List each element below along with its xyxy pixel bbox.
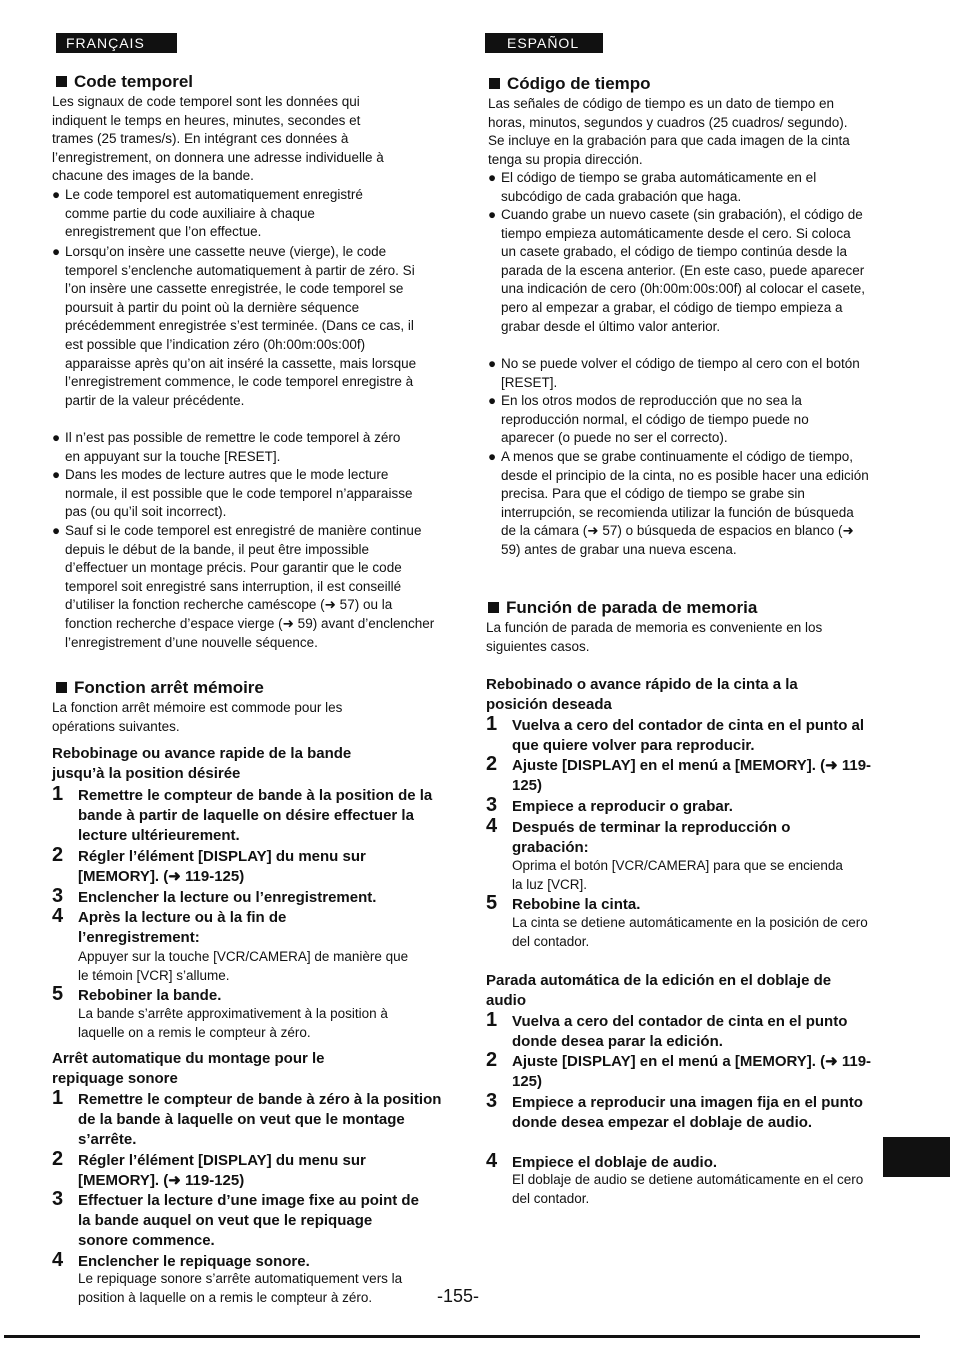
step-text: Empiece el doblaje de audio. [512,1154,718,1171]
section-heading-funcion-parada-memoria [488,598,757,618]
step-number: 3 [486,1090,498,1112]
step-number: 1 [52,1087,64,1109]
step-text: Vuelva a cero del contador de cinta en el punto donde desea parar la edición. [512,1013,848,1050]
step-note: La cinta se detiene automáticamente en la posición de cero del contador. [512,915,868,949]
step-text: Remettre le compteur de bande à la position de la bande à partir de laquelle on désire effectuer la lecture ultérieurement. [78,787,433,844]
bullet-text: Il n’est pas possible de remettre le code temporel à zéro en appuyant sur la touche [RESET]. [65,430,401,464]
heading-text: Fonction arrêt mémoire [74,678,264,697]
page-number: -155- [437,1286,480,1306]
step-text: Ajuste [DISPLAY] en el menú a [MEMORY]. (➜ 119-125) [512,1053,872,1090]
step-text: Empiece a reproducir o grabar. [512,798,733,815]
step-number: 2 [486,753,498,775]
bullet-icon: ● [488,356,497,371]
language-tab-french: FRANÇAIS [56,33,177,53]
bullet-text: Cuando grabe un nuevo casete (sin grabación), el código de tiempo empieza automáticamente desde el cero. Si coloca un casete grabado, el código de tiempo continúa desde la parada de la escena anterior. (En este caso, puede aparecer una indicación de cero (0h:00m:00s:00f) al colocar el casete, pero al empezar a grabar, el código de tiempo empieza a grabar desde el último valor anterior. [501,207,865,334]
bottom-rule [4,1335,920,1338]
subheading-parada-automatica: Parada automática de la edición en el doblaje de audio [486,972,832,1009]
paragraph: La fonction arrêt mémoire est commode pour les opérations suivantes. [52,700,343,734]
step-item [486,753,882,796]
bullet-icon: ● [52,430,61,445]
bullet-item [486,355,861,392]
subheading-rebobinado: Rebobinado o avance rápido de la cinta a la posición deseada [486,676,798,713]
step-item [52,983,423,1006]
step-item [486,1150,872,1173]
step-text: Remettre le compteur de bande à zéro à la position de la bande à laquelle on veut que le montage s’arrête. [78,1091,442,1148]
step-number: 3 [486,794,498,816]
step-number: 1 [486,1009,498,1031]
step-text: Après la lecture ou à la fin de l’enregistrement: [78,909,287,946]
paragraph: Les signaux de code temporel sont les données qui indiquent le temps en heures, minutes, secondes et trames (25 trames/s). En intégrant ces données à l’enregistrement, on donnera une adresse individuelle à chacune des images de la bande. [52,94,384,184]
step-number: 4 [52,1249,64,1271]
step-number: 1 [52,783,64,805]
section-heading-codigo-de-tiempo [489,74,651,94]
bullet-item [486,448,871,560]
square-bullet-icon [489,78,500,89]
step-number: 2 [52,1148,64,1170]
bullet-icon: ● [488,170,497,185]
step-text: Enclencher le repiquage sonore. [78,1253,310,1270]
step-number: 2 [486,1049,498,1071]
bullet-icon: ● [488,449,497,464]
bullet-text: El código de tiempo se graba automáticamente en el subcódigo de cada grabación que haga. [501,170,817,204]
subheading-rebobinage: Rebobinage ou avance rapide de la bande jusqu’à la position désirée [52,745,352,782]
step-number: 5 [52,983,64,1005]
step-number: 4 [486,1150,498,1172]
step-item [486,892,857,915]
step-item [52,1148,423,1191]
step-text: Régler l’élément [DISPLAY] du menu sur [MEMORY]. (➜ 119-125) [78,848,366,885]
step-text: Después de terminar la reproducción o grabación: [512,819,791,856]
paragraph: La función de parada de memoria es conveniente en los siguientes casos. [486,620,823,654]
section-heading-fonction-arret-memoire [56,678,264,698]
bullet-item [50,466,425,522]
section-heading-code-temporel [56,72,193,92]
section-marker-tab [883,1137,950,1177]
step-item [486,794,882,817]
step-text: Enclencher la lecture ou l’enregistrement. [78,889,377,906]
subheading-arret-automatique: Arrêt automatique du montage pour le repiquage sonore [52,1050,325,1087]
step-text: Empiece a reproducir una imagen fija en el punto donde desea empezar el doblaje de audio. [512,1094,863,1131]
bullet-text: No se puede volver el código de tiempo al cero con el botón [RESET]. [501,356,860,390]
step-number: 2 [52,844,64,866]
step-number: 3 [52,885,64,907]
step-note: Appuyer sur la touche [VCR/CAMERA] de manière que le témoin [VCR] s’allume. [78,949,409,983]
step-text: Rebobine la cinta. [512,896,641,913]
square-bullet-icon [56,682,67,693]
bullet-text: Sauf si le code temporel est enregistré de manière continue depuis le début de la bande, il peut être impossible d’effectuer un montage précis. Pour garantir que le code temporel soit enregistré sans interruption, il est conseillé d’utiliser la fonction recherche caméscope (➜ 57) ou la fonction recherche d’espace vierge (➜ 59) avant d’enclencher l’enregistrement d’une nouvelle séquence. [65,523,435,650]
step-item [52,783,443,846]
bullet-icon: ● [52,244,61,259]
language-tab-spanish: ESPAÑOL [485,33,603,53]
step-item [486,1009,882,1052]
step-text: Effectuer la lecture d’une image fixe au point de la bande auquel on veut que le repiquage sonore commence. [78,1192,419,1249]
step-item [52,1087,448,1150]
step-number: 1 [486,713,498,735]
step-item [52,885,458,908]
square-bullet-icon [488,602,499,613]
step-text: Ajuste [DISPLAY] en el menú a [MEMORY]. (➜ 119-125) [512,757,872,794]
bullet-text: En los otros modos de reproducción que no sea la reproducción normal, el código de tiempo puede no aparecer (o puede no ser el correcto). [501,393,809,446]
bullet-item [50,243,420,410]
step-item [486,1049,882,1092]
step-number: 3 [52,1188,64,1210]
square-bullet-icon [56,76,67,87]
bullet-text: A menos que se grabe continuamente el código de tiempo, desde el principio de la cinta, no es posible hacer una edición precisa. Para que el código de tiempo se grabe sin interrupción, se recomienda utilizar la función de búsqueda de la cámara (➜ 57) o búsqueda de espacios en blanco (➜ 59) antes de grabar una nueva escena. [501,449,869,557]
heading-text: Código de tiempo [507,74,651,93]
step-item [52,1249,423,1272]
bullet-text: Dans les modes de lecture autres que le mode lecture normale, il est possible que le code temporel n’apparaisse pas (ou qu’il soit incorrect). [65,467,413,520]
bullet-text: Le code temporel est automatiquement enregistré comme partie du code auxiliaire à chaque enregistrement que l’on effectue. [65,187,363,240]
step-note: Le repiquage sonore s’arrête automatiquement vers la position à laquelle on a remis le compteur à zéro. [78,1271,403,1305]
step-item [486,1090,882,1133]
step-item [52,905,343,948]
heading-text: Code temporel [74,72,194,91]
bullet-icon: ● [52,187,61,202]
paragraph: Las señales de código de tiempo es un dato de tiempo en horas, minutos, segundos y cuadros (25 cuadros/ segundo). Se incluye en la grabación para que cada imagen de la cinta tenga su propia dirección. [488,96,850,167]
step-note: La bande s’arrête approximativement à la position à laquelle on a remis le compteur à zéro. [78,1006,388,1040]
bullet-item [486,392,856,448]
heading-text: Función de parada de memoria [506,598,758,617]
step-text: Rebobiner la bande. [78,987,222,1004]
bullet-icon: ● [488,393,497,408]
bullet-text: Lorsqu’on insère une cassette neuve (vierge), le code temporel s’enclenche automatiquement à partir de zéro. Si l’on insère une cassette enregistrée, le code temporel se poursuit à partir du point où la dernière séquence précédemment enregistrée s’est terminée. (Dans ce cas, il est possible que l’indication zéro (0h:00m:00s:00f) apparaisse après qu’on ait inséré la cassette, mais lorsque l’enregistrement commence, le code temporel enregistre à partir de la valeur précédente. [65,244,417,408]
step-text: Régler l’élément [DISPLAY] du menu sur [MEMORY]. (➜ 119-125) [78,1152,366,1189]
bullet-item [486,206,866,336]
step-note: El doblaje de audio se detiene automáticamente en el cero del contador. [512,1172,864,1206]
bullet-icon: ● [52,467,61,482]
step-number: 5 [486,892,498,914]
bullet-item [50,522,435,652]
bullet-item [50,429,410,466]
step-number: 4 [52,905,64,927]
step-note: Oprima el botón [VCR/CAMERA] para que se encienda la luz [VCR]. [512,858,843,892]
bullet-item [486,169,861,206]
bullet-icon: ● [488,207,497,222]
step-text: Vuelva a cero del contador de cinta en el punto al que quiere volver para reproducir. [512,717,865,754]
step-item [52,1188,423,1251]
step-item [52,844,423,887]
step-number: 4 [486,815,498,837]
step-item [486,815,857,858]
bullet-item [50,186,395,242]
step-item [486,713,882,756]
bullet-icon: ● [52,523,61,538]
